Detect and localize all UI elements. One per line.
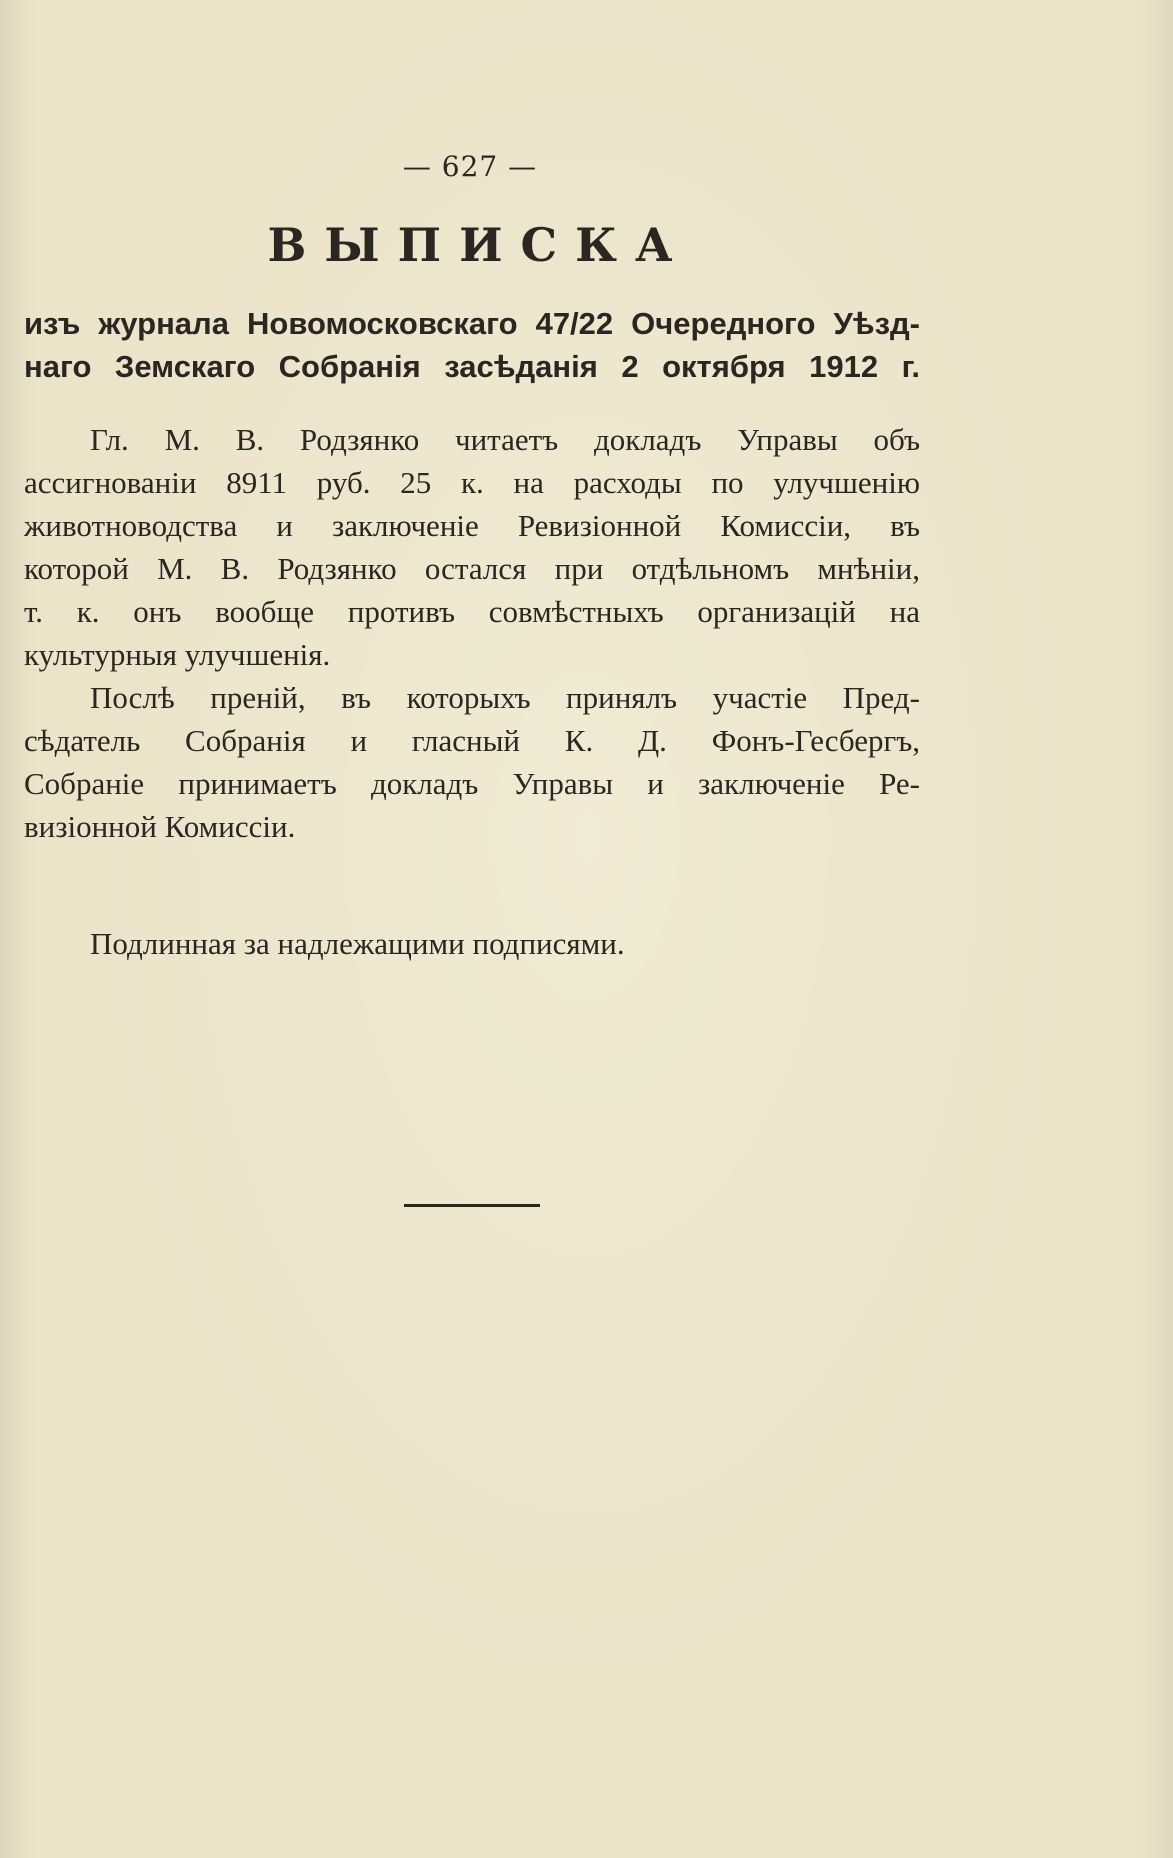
paragraph-2 bbox=[24, 676, 920, 848]
subtitle-line: наго Земскаго Собранія засѣданія 2 октября 1912 г. bbox=[24, 349, 920, 384]
signature-note: Подлинная за надлежащими подписями. bbox=[90, 926, 625, 961]
text-line: Послѣ преній, въ которыхъ принялъ участіе Пред- bbox=[90, 680, 920, 715]
document-subtitle bbox=[24, 302, 920, 388]
document-body bbox=[24, 418, 920, 848]
page-number: — 627 — bbox=[402, 150, 538, 183]
text-line: Собраніе принимаетъ докладъ Управы и заключеніе Ре- bbox=[24, 766, 920, 801]
text-line: Гл. М. В. Родзянко читаетъ докладъ Управы объ bbox=[90, 422, 920, 457]
text-line: животноводства и заключеніе Ревизіонной Комиссіи, въ bbox=[24, 508, 920, 543]
text-line: т. к. онъ вообще противъ совмѣстныхъ организацій на bbox=[24, 594, 920, 629]
text-line: сѣдатель Собранія и гласный К. Д. Фонъ-Гесбергъ, bbox=[24, 723, 920, 758]
paragraph-1 bbox=[24, 418, 920, 676]
text-line: ассигнованіи 8911 руб. 25 к. на расходы по улучшенію bbox=[24, 465, 920, 500]
subtitle-line: изъ журнала Новомосковскаго 47/22 Очередного Уѣзд- bbox=[24, 306, 920, 341]
document-title: ВЫПИСКА bbox=[267, 218, 691, 272]
text-line: визіонной Комиссіи. bbox=[24, 809, 296, 844]
section-divider bbox=[404, 1204, 540, 1207]
text-line: культурныя улучшенія. bbox=[24, 637, 331, 672]
text-line: которой М. В. Родзянко остался при отдѣльномъ мнѣніи, bbox=[24, 551, 920, 586]
